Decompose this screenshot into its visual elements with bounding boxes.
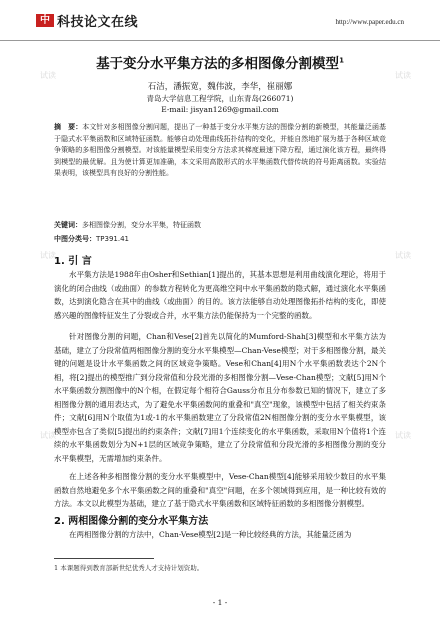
title-footnote-mark: 1: [339, 56, 344, 65]
body-paragraph: 在上述各种多相图像分割的变分水平集模型中，Vese-Chan模型[4]能够采用较少数目的水平集函数自然地避免多个水平集函数之间的重叠和"真空"问题，在多个领域得到应用，是一种比较有效的方法。本文以此模型为基础，建立了基于隐式水平集函数和区域特征函数的多相图像分割模型。: [54, 472, 386, 508]
classification-code: TP391.41: [96, 235, 129, 243]
keywords: [54, 220, 386, 230]
section-heading-two-phase: 2. 两相图像分割的变分水平集方法: [54, 516, 209, 527]
watermark: 试读: [40, 251, 56, 260]
site-url[interactable]: http://www.paper.edu.cn: [335, 18, 404, 26]
footnote: 1 本课题得到教育部新世纪优秀人才支持计划资助。: [54, 564, 204, 572]
body-paragraph: 针对图像分割的问题，Chan和Vese[2]首先以简化的Mumford-Shah[3]模型和水平集方法为基础，建立了分段常值两相图像分割的变分水平集模型—Chan-Vese模型；对于多相图像分割，最关键的问题是设计水平集函数之间的区域竞争策略。Vese和Chan[4]用N个水平集函数表达个2N个相，将[2]提出的模型推广到分段常值和分段光滑的多相图像分割—Vese-Chan模型；文献[5]用N个水平集函数分割图像中的N个相，在假定每个相符合Gauss分布且分布参数已知的情况下，建立了多相图像分割的通用表达式，为了避免水平集函数间的重叠和"真空"现象，该模型中包括了相关约束条件；文献[6]用N个取值为1或-1的水平集函数建立了分段常值2N相图像分割的变分水平集模型，该模型亦包含了类似[5]提出的约束条件；文献[7]用1个连续变化的水平集函数，采取用N个值将1个连续的水平集函数划分为N+1层的区域竞争策略，建立了分段常值和分段光滑的多相图像分割的变分水平集模型，无需增加约束条件。: [54, 332, 386, 463]
page-header: [0, 0, 440, 41]
abstract-text: 本文针对多相图像分割问题，提出了一种基于变分水平集方法的图像分割的新模型，其能量泛函基于隐式水平集函数和区域特征函数。能够自动处理曲线拓扑结构的变化，并能自然地扩展为基于各种区域竞争策略的多相图像分割模型。对该能量模型采用变分方法求其梯度最速下降方程，通过演化该方程，最终得到模型的最优解。且为使计算更加准确，本文采用高散形式的水平集函数代替传统的符号距离函数。实验结果表明，该模型具有良好的分割性能。: [54, 123, 387, 177]
classification: [54, 234, 386, 244]
section-heading-introduction: 1. 引 言: [54, 256, 92, 267]
page-number: - 1 -: [212, 598, 228, 607]
paper-affiliation: 青岛大学信息工程学院，山东青岛(266071): [146, 94, 294, 103]
paper-authors: 石洁，潘振宽，魏伟波，李华，崔丽娜: [147, 82, 293, 92]
abstract-label: 摘 要：: [54, 123, 83, 131]
abstract: [54, 122, 386, 180]
body-paragraph: 在两相图像分割的方法中，Chan-Vese模型[2]是一种比较经典的方法，其能量泛函为: [69, 530, 352, 539]
watermark: 试读: [40, 431, 56, 440]
watermark: 试读: [395, 251, 411, 260]
paper-title: 基于变分水平集方法的多相图像分割模型$^1$: [96, 56, 344, 72]
watermark: 试读: [395, 431, 411, 440]
watermark: 试读: [40, 71, 56, 80]
classification-label: 中图分类号：: [54, 235, 96, 243]
site-logo-mark: 中国: [36, 14, 54, 27]
watermark: 试读: [395, 71, 411, 80]
keywords-text: 多相图像分割，变分水平集，特征函数: [82, 221, 201, 229]
footnote-divider: [54, 558, 154, 559]
keywords-label: 关键词：: [54, 221, 82, 229]
site-logo-text: 科技论文在线: [57, 15, 139, 30]
paper-email: E-mail: jisyan1269@gmail.com: [161, 105, 279, 114]
body-paragraph: 水平集方法是1988年由Osher和Sethian[1]提出的，其基本思想是利用曲线演化理论，将用于演化的闭合曲线（或曲面）的参数方程转化为更高维空间中水平集函数的隐式解，通过演化水平集函数，达到演化隐含在其中的曲线（或曲面）的目的。该方法能够自动处理图像拓扑结构的变化，即使感兴趣的图像特征发生了分裂或合并，水平集方法仍能保持为一个完整的函数。: [54, 270, 386, 320]
